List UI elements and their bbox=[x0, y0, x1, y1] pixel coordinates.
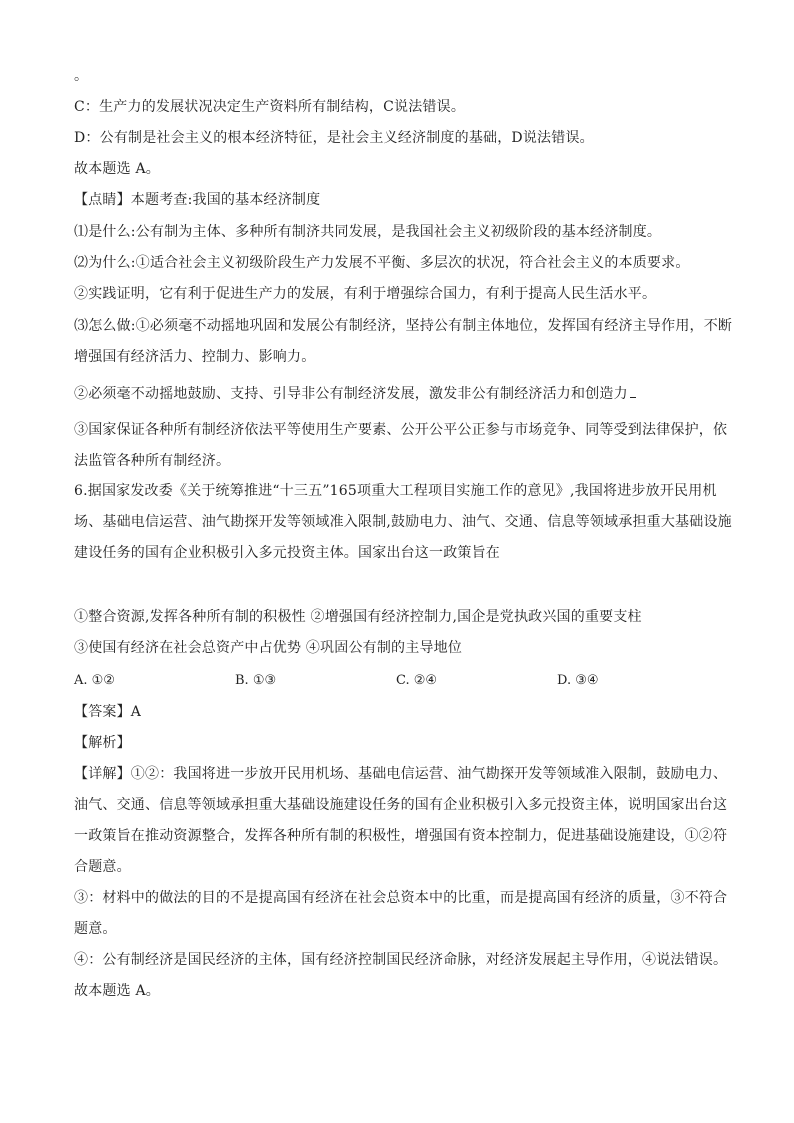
answer-line: 【答案】A bbox=[74, 704, 142, 720]
text-line: 合题意。 bbox=[74, 859, 131, 875]
text-line: 【详解】①②：我国将进一步放开民用机场、基础电信运营、油气勘探开发等领域准入限制，鼓励电力、 bbox=[74, 766, 728, 782]
text-line: ③：材料中的做法的目的不是提高国有经济在社会总资本中的比重，而是提高国有经济的质量，③不符合 bbox=[74, 890, 728, 906]
option-c: C. ②④ bbox=[396, 673, 438, 688]
text-line bbox=[74, 384, 636, 404]
option-d: D. ③④ bbox=[557, 673, 599, 688]
text-line: C：生产力的发展状况决定生产资料所有制结构，C说法错误。 bbox=[74, 99, 466, 115]
text-segment: ②必须毫不动摇地鼓励、支持、引导非公有制经济发展，激发非公有制经济活力和创造力 bbox=[74, 386, 628, 402]
text-line: 题意。 bbox=[74, 921, 117, 937]
option-b: B. ①③ bbox=[235, 673, 277, 688]
analysis-heading: 【解析】 bbox=[74, 735, 131, 751]
text-line: 故本题选 A。 bbox=[74, 161, 160, 177]
text-line: 故本题选 A。 bbox=[74, 983, 160, 999]
question-stem: 场、基础电信运营、油气勘探开发等领域准入限制,鼓励电力、油气、交通、信息等领域承担重大基础设施 bbox=[74, 514, 732, 530]
underline-mark bbox=[630, 385, 636, 398]
text-line: 法监管各种所有制经济。 bbox=[74, 453, 231, 469]
question-stem: 建设任务的国有企业积极引入多元投资主体。国家出台这一政策旨在 bbox=[74, 545, 500, 561]
text-line: 。 bbox=[74, 68, 89, 84]
text-line: 一政策旨在推动资源整合，发挥各种所有制的积极性，增强国有资本控制力，促进基础设施建设，①②符 bbox=[74, 828, 728, 844]
question-stem: 6.据国家发改委《关于统筹推进“十三五”165项重大工程项目实施工作的意见》,我国将进步放开民用机 bbox=[74, 483, 717, 499]
text-line: 油气、交通、信息等领域承担重大基础设施建设任务的国有企业积极引入多元投资主体，说明国家出台这 bbox=[74, 797, 728, 813]
text-line: ⑴是什么:公有制为主体、多种所有制济共同发展，是我国社会主义初级阶段的基本经济制度。 bbox=[74, 224, 662, 240]
text-line: ②实践证明，它有利于促进生产力的发展，有利于增强综合国力，有利于提高人民生活水平。 bbox=[74, 286, 657, 302]
text-line: ⑶怎么做:①必须毫不动摇地巩固和发展公有制经济，坚持公有制主体地位，发挥国有经济主导作用，不断 bbox=[74, 318, 733, 334]
text-line: ④：公有制经济是国民经济的主体，国有经济控制国民经济命脉，对经济发展起主导作用，④说法错误。 bbox=[74, 952, 728, 968]
statement-line: ③使国有经济在社会总资产中占优势 ④巩固公有制的主导地位 bbox=[74, 640, 463, 656]
text-line: ⑵为什么:①适合社会主义初级阶段生产力发展不平衡、多层次的状况，符合社会主义的本质要求。 bbox=[74, 255, 690, 271]
text-line: ③国家保证各种所有制经济依法平等使用生产要素、公开公平公正参与市场竞争、同等受到法律保护，依 bbox=[74, 422, 728, 438]
note-heading: 【点睛】本题考查:我国的基本经济制度 bbox=[74, 192, 321, 208]
text-line: 增强国有经济活力、控制力、影响力。 bbox=[74, 349, 316, 365]
option-a: A. ①② bbox=[74, 673, 115, 688]
text-line: D：公有制是社会主义的根本经济特征，是社会主义经济制度的基础，D说法错误。 bbox=[74, 130, 594, 146]
statement-line: ①整合资源,发挥各种所有制的积极性 ②增强国有经济控制力,国企是党执政兴国的重要支柱 bbox=[74, 609, 642, 625]
